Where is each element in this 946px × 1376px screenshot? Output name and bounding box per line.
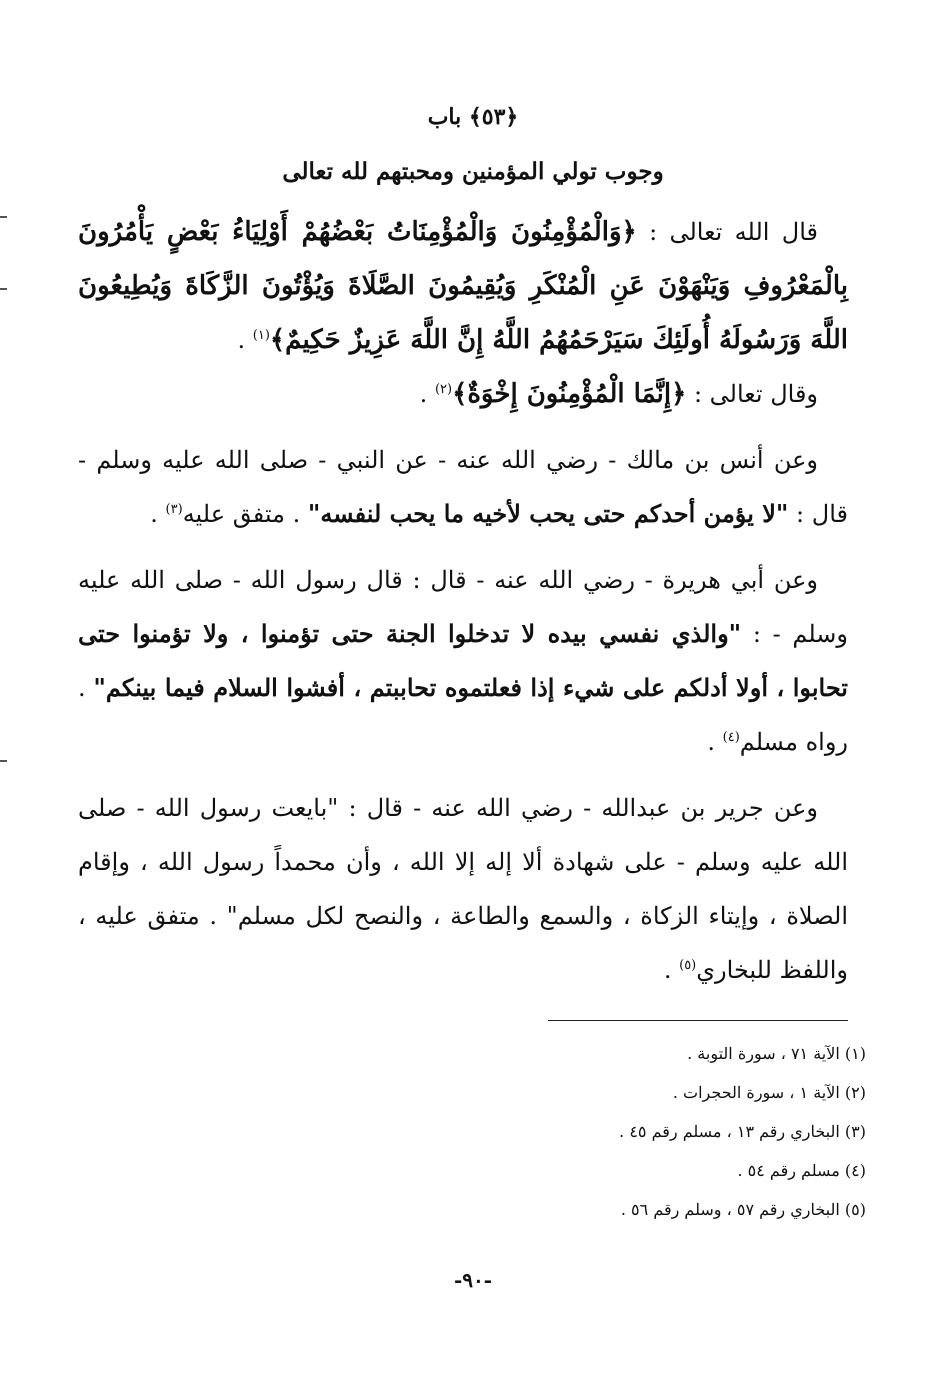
paragraph-2 [78, 367, 848, 421]
footnote-1: (١) الآية ٧١ ، سورة التوبة . [687, 1044, 866, 1063]
scan-mark [0, 216, 7, 218]
footnote-ref-3[interactable]: (٣) [165, 502, 183, 517]
quran-verse: ﴿إِنَّمَا الْمُؤْمِنُونَ إِخْوَةٌ﴾ [452, 379, 687, 409]
paragraph-3 [78, 433, 848, 541]
page-number: -٩٠- [453, 1268, 493, 1292]
footnote-ref-4[interactable]: (٤) [722, 730, 740, 745]
paragraph-5 [78, 781, 848, 997]
paragraph-4 [78, 553, 848, 769]
paragraph-intro: وعن أنس بن مالك - رضي الله عنه - عن النبي - صلى الله عليه وسلم - قال : [78, 446, 848, 528]
footnote-3: (٣) البخاري رقم ١٣ ، مسلم رقم ٤٥ . [619, 1122, 866, 1141]
footnote-5: (٥) البخاري رقم ٥٧ ، وسلم رقم ٥٦ . [620, 1200, 866, 1219]
footnote-separator [548, 1020, 848, 1021]
quran-verse: ﴿وَالْمُؤْمِنُونَ وَالْمُؤْمِنَاتُ بَعْضُهُمْ أَوْلِيَاءُ بَعْضٍ يَأْمُرُونَ بِالْمَعْرُوفِ وَيَنْهَوْنَ عَنِ الْمُنْكَرِ وَيُقِيمُونَ الصَّلَاةَ وَيُؤْتُونَ الزَّكَاةَ وَيُطِيعُونَ اللَّهَ وَرَسُولَهُ أُولَئِكَ سَيَرْحَمُهُمُ اللَّهُ إِنَّ اللَّهَ عَزِيزٌ حَكِيمٌ﴾ [78, 217, 848, 355]
paragraph-1 [78, 205, 848, 367]
footnote-2: (٢) الآية ١ ، سورة الحجرات . [672, 1083, 866, 1102]
footnote-ref-2[interactable]: (٢) [434, 382, 453, 397]
source-note: . رواه مسلم [78, 674, 848, 756]
chapter-title: ﴿٥٣﴾ باب [427, 104, 519, 130]
scan-mark [0, 760, 7, 762]
chapter-subtitle: وجوب تولي المؤمنين ومحبتهم لله تعالى [282, 158, 664, 185]
source-note: . متفق عليه [182, 500, 308, 528]
paragraph-intro: قال الله تعالى : [636, 218, 818, 246]
footnotes [366, 1034, 866, 1229]
punctuation: . [419, 380, 435, 408]
punctuation: . [663, 956, 680, 984]
punctuation: . [150, 500, 166, 528]
punctuation: . [237, 326, 253, 354]
paragraph-intro: وعن أبي هريرة - رضي الله عنه - قال : قال رسول الله - صلى الله عليه وسلم - : [78, 566, 849, 648]
main-text [78, 205, 848, 997]
footnote-ref-1[interactable]: (١) [252, 328, 270, 343]
paragraph-intro: وقال تعالى : [686, 380, 818, 408]
scan-mark [0, 288, 7, 290]
paragraph-text: وعن جرير بن عبدالله - رضي الله عنه - قال : "بايعت رسول الله - صلى الله عليه وسلم - على شهادة ألا إله إلا الله ، وأن محمداً رسول الله ، وإقام الصلاة ، وإيتاء الزكاة ، والسمع والطاعة ، والنصح لكل مسلم" . متفق عليه ، واللفظ للبخاري [78, 794, 849, 984]
hadith-text: "والذي نفسي بيده لا تدخلوا الجنة حتى تؤمنوا ، ولا تؤمنوا حتى تحابوا ، أولا أدلكم على شيء إذا فعلتموه تحاببتم ، أفشوا السلام فيما بينكم" [78, 619, 848, 702]
footnote-4: (٤) مسلم رقم ٥٤ . [737, 1161, 866, 1180]
hadith-text: "لا يؤمن أحدكم حتى يحب لأخيه ما يحب لنفسه" [307, 499, 789, 528]
footnote-ref-5[interactable]: (٥) [679, 958, 697, 973]
punctuation: . [707, 728, 723, 756]
